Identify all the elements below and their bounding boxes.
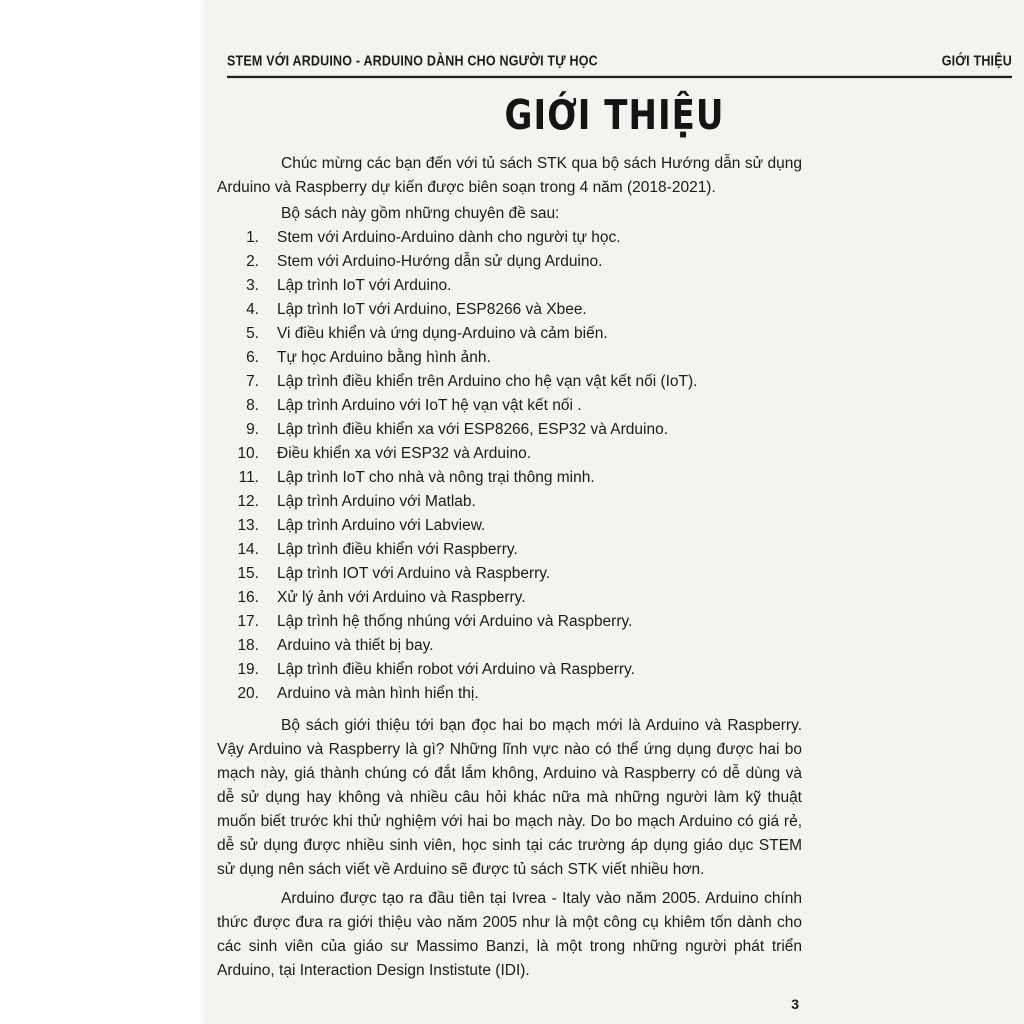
list-item-number: 14. (237, 541, 259, 558)
list-item-text: Lập trình điều khiển trên Arduino cho hệ vạn vật kết nối (IoT). (277, 373, 698, 390)
list-item-text: Arduino và thiết bị bay. (277, 637, 434, 654)
list-item-text: Lập trình Arduino với IoT hệ vạn vật kết nối . (277, 397, 582, 414)
list-item-number: 7. (246, 373, 259, 390)
paragraph-3 (217, 887, 802, 983)
list-intro-paragraph (217, 202, 802, 226)
paragraph-2-text: Bộ sách giới thiệu tới bạn đọc hai bo mạch mới là Arduino và Raspberry. Vậy Arduino và Raspberry là gì? Những lĩnh vực nào có thể ứng dụng được hai bo mạch này, giá thành chúng có đắt lắm không, Arduino và Raspberry có dễ dùng và dễ sử dụng hay không và nhiều câu hỏi khác nữa mà những người làm kỹ thuật muốn biết trước khi thử nghiệm với hai bo mạch này. Do bo mạch Arduino có giá rẻ, dễ sử dụng được nhiều sinh viên, học sinh tại các trường áp dụng giáo dục STEM sử dụng nên sách viết về Arduino sẽ được tủ sách STK viết nhiều hơn. (217, 717, 802, 878)
list-item-number: 18. (237, 637, 259, 654)
list-item-text: Lập trình điều khiển robot với Arduino và Raspberry. (277, 661, 635, 678)
book-page (205, 0, 1024, 1024)
list-item-text: Vi điều khiển và ứng dụng-Arduino và cảm biến. (277, 325, 608, 342)
list-item-text: Lập trình hệ thống nhúng với Arduino và Raspberry. (277, 613, 633, 630)
running-head-left: STEM VỚI ARDUINO - ARDUINO DÀNH CHO NGƯỜI TỰ HỌC (227, 52, 598, 69)
list-item-text: Stem với Arduino-Arduino dành cho người tự học. (277, 229, 621, 246)
list-item-number: 9. (246, 421, 259, 438)
running-head-right: GIỚI THIỆU (941, 52, 1012, 69)
list-item-number: 13. (237, 517, 259, 534)
intro-paragraph (217, 152, 802, 200)
list-item-number: 19. (237, 661, 259, 678)
list-item-number: 12. (237, 493, 259, 510)
list-item-text: Lập trình Arduino với Labview. (277, 517, 486, 534)
list-item-number: 20. (237, 685, 259, 702)
paragraph-2 (217, 714, 802, 882)
list-item-text: Lập trình IoT với Arduino, ESP8266 và Xbee. (277, 301, 587, 318)
running-head (227, 46, 1012, 78)
list-item-text: Lập trình điều khiển với Raspberry. (277, 541, 518, 558)
list-item-text: Lập trình điều khiển xa với ESP8266, ESP32 và Arduino. (277, 421, 669, 438)
list-item-text: Stem với Arduino-Hướng dẫn sử dụng Arduino. (277, 253, 603, 270)
list-item-text: Điều khiển xa với ESP32 và Arduino. (277, 445, 532, 462)
list-item-number: 1. (246, 229, 259, 246)
list-item-text: Lập trình IoT cho nhà và nông trại thông minh. (277, 469, 595, 486)
list-item-text: Tự học Arduino bằng hình ảnh. (277, 349, 491, 366)
list-item-number: 10. (237, 445, 259, 462)
list-item-number: 16. (237, 589, 259, 606)
list-item-number: 2. (246, 253, 259, 270)
list-item-number: 5. (246, 325, 259, 342)
list-intro-text: Bộ sách này gồm những chuyên đề sau: (281, 205, 560, 222)
list-item-number: 17. (237, 613, 259, 630)
page-number: 3 (791, 996, 799, 1012)
list-item-text: Lập trình Arduino với Matlab. (277, 493, 476, 510)
list-item-number: 4. (246, 301, 259, 318)
page-title: GIỚI THIỆU (504, 92, 725, 140)
list-item-text: Lập trình IoT với Arduino. (277, 277, 452, 294)
intro-text: Chúc mừng các bạn đến với tủ sách STK qua bộ sách Hướng dẫn sử dụng Arduino và Raspberry dự kiến được biên soạn trong 4 năm (2018-2021). (217, 155, 802, 196)
list-item-text: Arduino và màn hình hiển thị. (277, 685, 479, 702)
list-item-number: 3. (246, 277, 259, 294)
list-item-number: 6. (246, 349, 259, 366)
list-item-text: Xử lý ảnh với Arduino và Raspberry. (277, 589, 526, 606)
list-item-number: 11. (238, 469, 259, 486)
list-item-number: 8. (246, 397, 259, 414)
paragraph-3-text: Arduino được tạo ra đầu tiên tại Ivrea - Italy vào năm 2005. Arduino chính thức được đưa ra giới thiệu vào năm 2005 như là một công cụ khiêm tốn dành cho các sinh viên của giáo sư Massimo Banzi, là một trong những người phát triển Arduino, tại Interaction Design Instistute (IDI). (217, 890, 802, 979)
list-item-number: 15. (237, 565, 259, 582)
list-item-text: Lập trình IOT với Arduino và Raspberry. (277, 565, 551, 582)
